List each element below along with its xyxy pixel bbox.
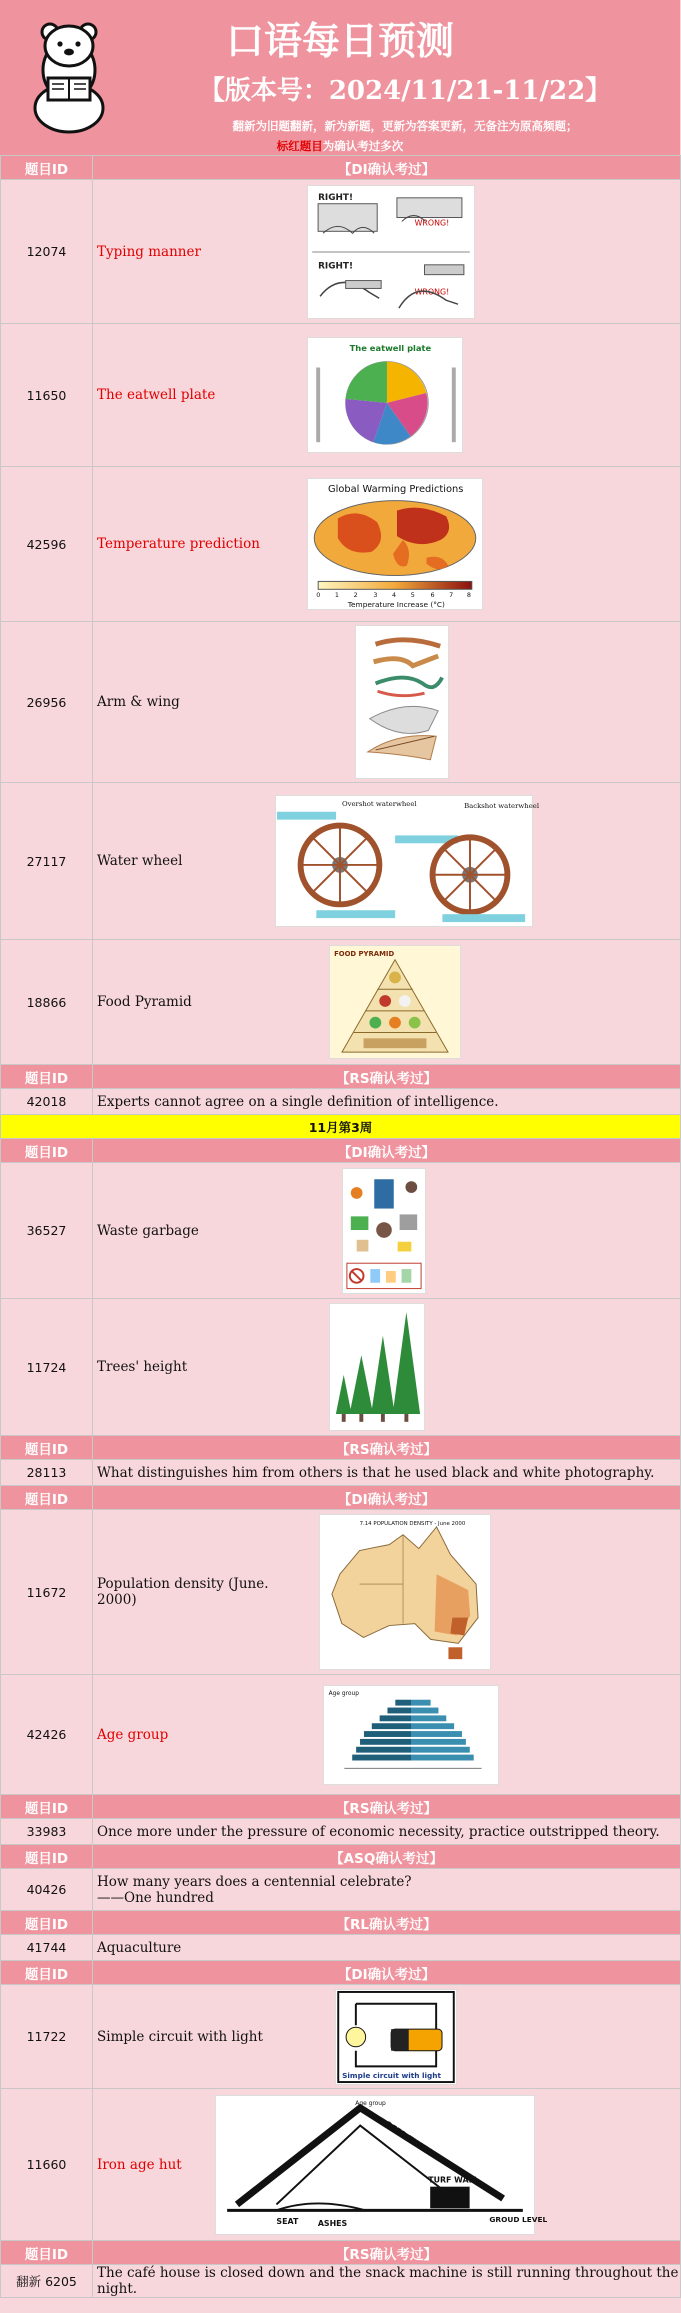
col-id-label: 题目ID — [1, 1065, 93, 1089]
section-title: 【RS确认考过】 — [93, 1436, 681, 1460]
svg-text:Age group: Age group — [355, 2100, 386, 2107]
question-title: Simple circuit with light — [97, 2028, 263, 2045]
table-row — [1, 940, 681, 1065]
section-header-rs — [1, 1436, 681, 1460]
eatwell-plate-image — [307, 337, 463, 453]
section-title: 【RS确认考过】 — [93, 1795, 681, 1819]
svg-text:ASHES: ASHES — [317, 2218, 348, 2228]
question-text: Experts cannot agree on a single definition of intelligence. — [93, 1089, 681, 1115]
question-title: The eatwell plate — [97, 387, 216, 403]
question-id: 11672 — [1, 1510, 93, 1675]
version-label: 【版本号：2024/11/21-11/22】 — [198, 76, 612, 106]
question-id: 40426 — [1, 1869, 93, 1911]
legend-note-rest: 为确认考过多次 — [322, 139, 404, 153]
iron-age-hut-image — [215, 2095, 548, 2235]
svg-text:8: 8 — [466, 591, 471, 600]
svg-text:6: 6 — [430, 591, 435, 600]
col-id-label: 题目ID — [1, 156, 93, 180]
img-label: RIGHT! — [318, 192, 353, 203]
svg-text:WRONG!: WRONG! — [414, 286, 450, 296]
svg-text:0: 0 — [316, 591, 321, 600]
question-id: 11724 — [1, 1299, 93, 1436]
svg-text:2: 2 — [353, 591, 358, 600]
svg-text:4: 4 — [392, 591, 397, 600]
section-title: 【DI确认考过】 — [93, 1486, 681, 1510]
svg-text:The eatwell plate: The eatwell plate — [349, 342, 432, 353]
table-row — [1, 1675, 681, 1795]
table-row — [1, 1299, 681, 1436]
col-id-label: 题目ID — [1, 1795, 93, 1819]
col-id-label: 题目ID — [1, 1486, 93, 1510]
section-header-rs — [1, 1065, 681, 1089]
svg-text:Simple circuit with light: Simple circuit with light — [342, 2070, 442, 2080]
table-row — [1, 1460, 681, 1486]
section-header-rs — [1, 2241, 681, 2265]
question-id: 27117 — [1, 783, 93, 940]
section-title: 【RL确认考过】 — [93, 1911, 681, 1935]
red-label-sample: 标红题目 — [276, 139, 323, 153]
section-title: 【ASQ确认考过】 — [93, 1845, 681, 1869]
svg-text:RIGHT!: RIGHT! — [318, 261, 353, 272]
water-wheel-image — [275, 795, 540, 927]
week-divider — [1, 1115, 681, 1139]
svg-text:GROUD LEVEL: GROUD LEVEL — [489, 2214, 548, 2224]
question-id: 42018 — [1, 1089, 93, 1115]
svg-text:3: 3 — [373, 591, 378, 600]
table-row — [1, 1510, 681, 1675]
svg-text:7: 7 — [449, 591, 454, 600]
table-row — [1, 2265, 681, 2298]
question-id: 翻新 6205 — [1, 2265, 93, 2298]
question-id: 26956 — [1, 622, 93, 783]
question-title: Age group — [97, 1726, 169, 1743]
section-header-di — [1, 1961, 681, 1985]
svg-text:SEAT: SEAT — [276, 2216, 299, 2226]
section-header-asq — [1, 1845, 681, 1869]
question-text: What distinguishes him from others is that he used black and white photography. — [93, 1460, 681, 1486]
table-row — [1, 1089, 681, 1115]
col-id-label: 题目ID — [1, 1436, 93, 1460]
question-table — [0, 155, 681, 2298]
question-text: Aquaculture — [93, 1935, 681, 1961]
col-id-label: 题目ID — [1, 1139, 93, 1163]
table-row — [1, 1869, 681, 1911]
section-title: 【DI确认考过】 — [93, 1961, 681, 1985]
svg-text:5: 5 — [410, 591, 415, 600]
age-group-chart-image — [323, 1685, 499, 1785]
section-title: 【RS确认考过】 — [93, 2241, 681, 2265]
question-id: 28113 — [1, 1460, 93, 1486]
waste-garbage-image — [342, 1168, 426, 1294]
question-id: 11660 — [1, 2089, 93, 2241]
col-id-label: 题目ID — [1, 2241, 93, 2265]
svg-text:WRONG!: WRONG! — [414, 217, 450, 227]
svg-text:RAFTER: RAFTER — [281, 2141, 315, 2171]
section-header-di — [1, 156, 681, 180]
week-label: 11月第3周 — [1, 1115, 681, 1139]
food-pyramid-image — [329, 945, 461, 1059]
table-row — [1, 1819, 681, 1845]
question-title: Arm & wing — [97, 694, 180, 710]
legend-note: 翻新为旧题翻新，新为新题，更新为答案更新，无备注为原高频题； — [232, 119, 578, 133]
section-title: 【DI确认考过】 — [93, 1139, 681, 1163]
question-id: 11650 — [1, 324, 93, 467]
col-id-label: 题目ID — [1, 1845, 93, 1869]
table-row — [1, 467, 681, 622]
typing-manner-image — [307, 185, 475, 319]
section-title: 【RS确认考过】 — [93, 1065, 681, 1089]
question-text: How many years does a centennial celebrate? — [97, 1873, 412, 1890]
section-header-rl — [1, 1911, 681, 1935]
page-title: 口语每日预测 — [225, 19, 454, 63]
question-id: 42596 — [1, 467, 93, 622]
question-text: The café house is closed down and the snack machine is still running throughout the night. — [93, 2265, 681, 2298]
svg-text:Age group: Age group — [328, 1690, 359, 1697]
table-row — [1, 1163, 681, 1299]
svg-text:Backshot waterwheel: Backshot waterwheel — [464, 801, 540, 810]
question-text: Once more under the pressure of economic necessity, practice outstripped theory. — [93, 1819, 681, 1845]
question-id: 42426 — [1, 1675, 93, 1795]
col-id-label: 题目ID — [1, 1961, 93, 1985]
question-title: Waste garbage — [97, 1222, 199, 1239]
question-title: Trees' height — [97, 1359, 188, 1375]
table-row — [1, 180, 681, 324]
table-row — [1, 324, 681, 467]
section-header-rs — [1, 1795, 681, 1819]
question-id: 18866 — [1, 940, 93, 1065]
temperature-map-image — [307, 478, 483, 610]
table-row — [1, 622, 681, 783]
question-title: Population density (June. 2000) — [97, 1576, 269, 1608]
question-title: Typing manner — [97, 243, 201, 260]
section-title: 【DI确认考过】 — [93, 156, 681, 180]
question-id: 33983 — [1, 1819, 93, 1845]
svg-text:1: 1 — [334, 591, 340, 600]
table-row — [1, 1935, 681, 1961]
question-id: 11722 — [1, 1985, 93, 2089]
svg-text:TURF WALL: TURF WALL — [428, 2175, 479, 2185]
table-row — [1, 1985, 681, 2089]
col-id-label: 题目ID — [1, 1911, 93, 1935]
section-header-di — [1, 1139, 681, 1163]
svg-text:REED THATCH: REED THATCH — [383, 2119, 441, 2161]
simple-circuit-image — [335, 1989, 457, 2085]
table-row — [1, 783, 681, 940]
header-banner — [0, 0, 680, 155]
question-title: Water wheel — [97, 853, 183, 869]
question-id: 12074 — [1, 180, 93, 324]
question-title: Iron age hut — [97, 2156, 182, 2173]
section-header-di — [1, 1486, 681, 1510]
svg-text:7.14 POPULATION DENSITY - Jun: 7.14 POPULATION DENSITY - June 2000 — [359, 1520, 466, 1527]
svg-text:Temperature Increase (°C): Temperature Increase (°C) — [347, 600, 445, 610]
arm-wing-image — [355, 625, 449, 779]
question-id: 36527 — [1, 1163, 93, 1299]
svg-text:Overshot waterwheel: Overshot waterwheel — [341, 799, 417, 808]
answer-text: ——One hundred — [97, 1889, 214, 1906]
svg-text:Global Warming Predictions: Global Warming Predictions — [328, 483, 464, 495]
trees-height-image — [329, 1303, 425, 1431]
question-title: Temperature prediction — [97, 536, 260, 552]
table-row — [1, 2089, 681, 2241]
question-id: 41744 — [1, 1935, 93, 1961]
legend-note-red — [0, 138, 680, 154]
population-density-map-image — [319, 1514, 491, 1670]
question-title: Food Pyramid — [97, 994, 192, 1010]
svg-text:FOOD PYRAMID: FOOD PYRAMID — [334, 949, 395, 958]
